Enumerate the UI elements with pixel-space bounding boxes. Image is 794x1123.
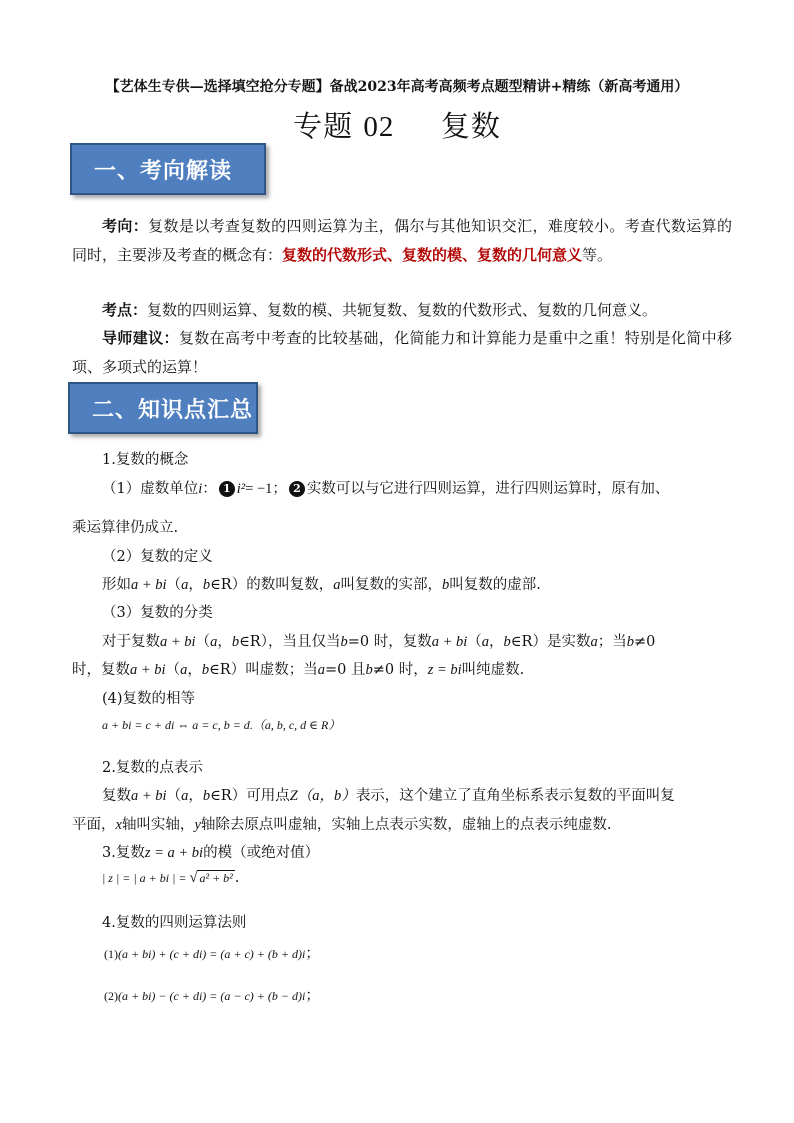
text: ；: [305, 946, 320, 962]
math-b: b: [202, 577, 211, 593]
label-kaoxiang: 考向：: [102, 217, 149, 235]
text: （: [467, 634, 482, 650]
math-i-squared: i²: [236, 481, 246, 497]
imaginary-unit-line: [102, 477, 669, 498]
text: ∈R），当且仅当: [239, 634, 341, 650]
section-heading-2: 二、知识点汇总: [68, 382, 258, 434]
math-i: i: [198, 481, 203, 497]
label-advice: 导师建议：: [102, 329, 179, 347]
operations-title: 4.复数的四则运算法则: [102, 915, 247, 931]
title-prefix: 专题: [293, 109, 354, 143]
text: ，: [187, 662, 202, 678]
text: 实数可以与它进行四则运算，进行四则运算时，原有加、: [306, 481, 670, 497]
label-kaodian: 考点：: [102, 301, 148, 319]
math-a: a: [181, 577, 189, 593]
paragraph-advice: [72, 324, 732, 381]
text: 表示，这个建立了直角坐标系表示复数的平面叫复: [355, 788, 675, 804]
text-kaoxiang-end: 等。: [582, 245, 613, 264]
paragraph-kaodian: [72, 296, 732, 325]
circled-number-2: 2: [289, 481, 305, 497]
text: 形如: [102, 577, 131, 593]
document-banner: 【艺体生专供—选择填空抢分专题】备战2023年高考高频考点题型精讲+精练（新高考通用）: [105, 79, 689, 95]
imaginary-unit-line-2: 乘运算律仍成立.: [72, 520, 179, 536]
text: （1）虚数单位: [102, 481, 199, 497]
math-a-plus-bi: a + bi: [131, 788, 167, 804]
text: （: [165, 662, 181, 678]
math-equality-domain: .（a, b, c, d ∈ R）: [249, 718, 341, 732]
math-y: y: [194, 817, 201, 833]
text: ，: [188, 788, 203, 804]
text: （: [166, 577, 182, 593]
math-a-plus-bi: a + bi: [431, 634, 468, 650]
math-b: b: [231, 634, 240, 650]
modulus-title: [102, 841, 319, 862]
math-a: a: [317, 662, 325, 678]
text: 轴除去原点叫虚轴，实轴上点表示实数，虚轴上的点表示纯虚数.: [200, 817, 612, 833]
math-a: a: [333, 577, 341, 593]
math-b: b: [202, 788, 211, 804]
text: ∈R）的数叫复数，: [210, 577, 334, 593]
math-a: a: [590, 634, 598, 650]
addition-rule: [104, 942, 320, 963]
text: （: [195, 634, 211, 650]
page-title: [0, 104, 794, 145]
modulus-formula: [102, 870, 239, 887]
math-a-plus-bi: a + bi: [160, 634, 196, 650]
math-b: b: [441, 577, 450, 593]
math-x: x: [115, 817, 122, 833]
rule-number: (2): [104, 989, 118, 1003]
text-kaodian: 复数的四则运算、复数的模、共轭复数、复数的代数形式、复数的几何意义。: [147, 301, 658, 319]
classification-line-1: [102, 630, 655, 651]
text: =0 且: [324, 662, 366, 678]
math-a: a: [180, 662, 188, 678]
subtraction-rule: [104, 984, 320, 1005]
math-equality: a + bi = c + di ⇔ a = c, b = d: [102, 718, 250, 732]
text: ；: [305, 988, 320, 1004]
text: 平面，: [72, 817, 116, 833]
text: （: [166, 788, 182, 804]
title-topic: 复数: [440, 109, 501, 143]
classification-line-2: [72, 658, 524, 679]
text: ∈R）叫虚数；当: [209, 662, 318, 678]
text: 轴叫实轴，: [121, 817, 195, 833]
text: ，: [217, 634, 232, 650]
text: ∈R）是实数: [510, 634, 591, 650]
title-number: 02: [363, 111, 395, 143]
point-line-2: [72, 813, 611, 834]
paragraph-kaoxiang: [72, 212, 732, 269]
definition-title: （2）复数的定义: [102, 549, 213, 565]
math-a-plus-bi: a + bi: [130, 662, 166, 678]
text: 时，复数: [72, 662, 130, 678]
text: ：: [202, 481, 217, 497]
circled-number-1: 1: [219, 481, 235, 497]
text: 叫复数的实部，: [340, 577, 442, 593]
definition-line: [102, 573, 541, 594]
math-a-plus-bi: a + bi: [131, 577, 167, 593]
highlight-concepts: 复数的代数形式、复数的模、复数的几何意义: [282, 245, 583, 264]
point-line-1: [102, 784, 675, 805]
math-z-equals: z = a + bi: [144, 845, 204, 861]
math-a: a: [181, 788, 189, 804]
text: 复数: [102, 788, 131, 804]
text: ；当: [597, 634, 627, 650]
math-addition: (a + bi) + (c + di) = (a + c) + (b + d)i: [118, 947, 306, 961]
text: = −1；: [245, 481, 287, 497]
classification-title: （3）复数的分类: [102, 605, 213, 621]
text: 叫纯虚数.: [461, 662, 525, 678]
text: .: [234, 870, 240, 886]
equality-formula: [102, 716, 340, 733]
rule-number: (1): [104, 947, 118, 961]
point-representation-title: 2.复数的点表示: [102, 760, 203, 776]
text: ，: [489, 634, 504, 650]
text: ≠0: [633, 634, 656, 650]
math-b: b: [626, 634, 634, 650]
text: ≠0 时，: [372, 662, 428, 678]
sqrt-sign: √: [189, 870, 198, 886]
text: 叫复数的虚部.: [449, 577, 541, 593]
text: 对于复数: [102, 634, 160, 650]
text-kaoxiang: 复数是以考查复数的四则运算为主，偶尔与其他知识交汇，难度较小。考查代数运算的同时，主要涉及考查的概念有：: [72, 217, 732, 264]
math-b: b: [365, 662, 373, 678]
math-a: a: [481, 634, 490, 650]
math-b: b: [503, 634, 511, 650]
math-b: b: [340, 634, 348, 650]
text: =0 时，复数: [347, 634, 432, 650]
text: 3.复数: [102, 845, 145, 861]
equality-title: (4)复数的相等: [102, 691, 196, 707]
math-modulus: | z | = | a + bi | =: [102, 871, 190, 885]
text: ∈R）可用点: [210, 788, 290, 804]
concept-title: 1.复数的概念: [102, 452, 189, 468]
text: 的模（或绝对值）: [203, 845, 320, 861]
text-advice: 复数在高考中考查的比较基础，化简能力和计算能力是重中之重！特别是化简中移项、多项式的运算！: [72, 329, 732, 376]
math-a: a: [210, 634, 218, 650]
math-radicand: a² + b²: [199, 871, 233, 885]
math-b: b: [201, 662, 210, 678]
math-z-equals-bi: z = bi: [427, 662, 462, 678]
math-point-Z: Z（a，b）: [289, 788, 356, 804]
text: ，: [188, 577, 203, 593]
section-heading-1: 一、考向解读: [70, 143, 266, 195]
math-subtraction: (a + bi) − (c + di) = (a − c) + (b − d)i: [118, 989, 306, 1003]
